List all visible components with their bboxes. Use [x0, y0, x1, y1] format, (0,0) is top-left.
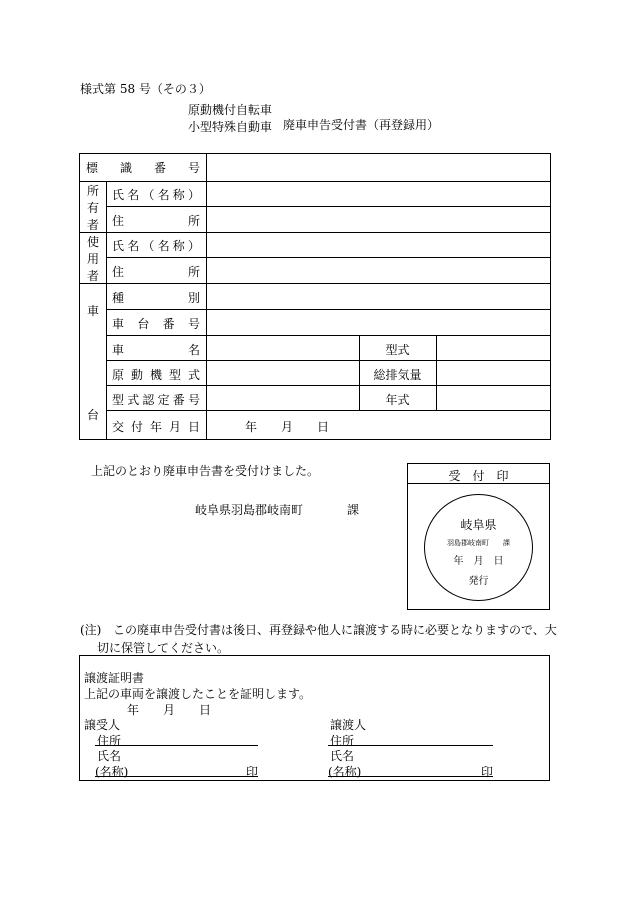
transferor-name-label: 氏名: [330, 749, 355, 763]
issue-date-label: 交 付 年 月 日: [112, 420, 200, 434]
owner-address-label: 住 所: [112, 214, 200, 228]
vehicle-group-label-top: 車: [86, 304, 99, 318]
transfer-date: 年 月 日: [127, 703, 212, 717]
seal-issued: 発行: [468, 576, 489, 587]
transferee-address-label: 住所: [97, 734, 122, 748]
office-name: 岐阜県羽島郡岐南町: [195, 503, 304, 517]
transferee-name-label: 氏名: [97, 749, 122, 763]
transferee-name-line[interactable]: [95, 776, 258, 777]
plate-number-label: 標 識 番 号: [86, 161, 200, 175]
vehicle-group-label-bottom: 台: [86, 408, 99, 422]
stamp-header: 受 付 印: [448, 469, 509, 483]
user-name-label: 氏 名 （ 名 称 ）: [112, 239, 200, 253]
user-address-label: 住 所: [112, 265, 200, 279]
office-section: 課: [347, 503, 360, 517]
seal-town: 羽島郡岐南町 課: [447, 539, 510, 547]
transferor-name-line[interactable]: [328, 776, 493, 777]
vehicle-name-label: 車 名: [112, 343, 200, 357]
transferee-seal-mark: 印: [246, 765, 259, 779]
seal-prefecture: 岐阜県: [460, 518, 497, 532]
model-label: 型式: [385, 343, 410, 357]
owner-group-label: 所 有 者: [86, 184, 99, 232]
transfer-statement: 上記の車両を譲渡したことを証明します。: [84, 687, 312, 701]
document-title: 廃車申告受付書（再登録用）: [283, 118, 440, 132]
transferee-name-alt: (名称): [95, 765, 129, 779]
transferee-label: 譲受人: [84, 718, 121, 732]
displacement-label: 総排気量: [373, 368, 422, 382]
user-group-label: 使 用 者: [86, 235, 99, 283]
vehicle-type-moped: 原動機付自転車: [188, 103, 273, 117]
note-line-2: 切に保管してください。: [97, 641, 230, 655]
seal-date: 年 月 日: [453, 556, 504, 567]
receipt-statement: 上記のとおり廃車申告書を受付けました。: [91, 464, 320, 478]
engine-model-label: 原 動 機 型 式: [112, 368, 200, 382]
transferor-label: 譲渡人: [330, 718, 367, 732]
transferor-address-line[interactable]: [328, 745, 493, 746]
note-label: (注): [80, 623, 102, 637]
issue-date-value: 年 月 日: [245, 420, 330, 434]
transferor-name-alt: (名称): [328, 765, 362, 779]
vehicle-type-special: 小型特殊自動車: [188, 120, 273, 134]
transfer-title: 譲渡証明書: [84, 671, 145, 685]
chassis-number-label: 車 台 番 号: [112, 317, 200, 331]
owner-name-label: 氏 名 （ 名 称 ）: [112, 188, 200, 202]
transferor-address-label: 住所: [330, 734, 355, 748]
form-number: 様式第 58 号（その３）: [80, 82, 211, 96]
type-approval-label: 型 式 認 定 番 号: [112, 393, 200, 407]
year-model-label: 年式: [385, 393, 410, 407]
transferor-seal-mark: 印: [481, 765, 494, 779]
note-line-1: この廃車申告受付書は後日、再登録や他人に譲渡する時に必要となりますので、大: [113, 623, 557, 637]
transferee-address-line[interactable]: [95, 745, 258, 746]
type-label: 種 別: [112, 291, 200, 305]
